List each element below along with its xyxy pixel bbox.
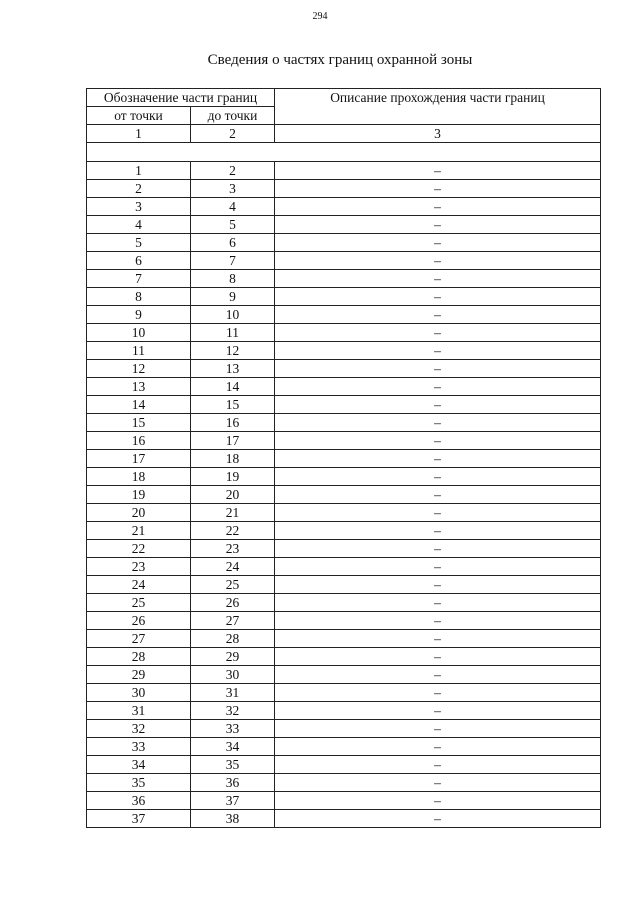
document-title: Сведения о частях границ охранной зоны [207, 52, 473, 68]
table-row [87, 810, 601, 828]
to-point-cell: 7 [191, 252, 275, 270]
from-point-cell: 23 [87, 558, 191, 576]
table-row [87, 432, 601, 450]
to-point-cell: 20 [191, 486, 275, 504]
description-cell: – [275, 234, 601, 252]
from-point-cell: 22 [87, 540, 191, 558]
table-row [87, 324, 601, 342]
table-row [87, 234, 601, 252]
from-point-cell: 27 [87, 630, 191, 648]
table-row [87, 486, 601, 504]
to-point-header: до точки [191, 107, 275, 125]
from-point-cell: 35 [87, 774, 191, 792]
to-point-cell: 10 [191, 306, 275, 324]
to-point-cell: 8 [191, 270, 275, 288]
from-point-cell: 32 [87, 720, 191, 738]
table-row [87, 270, 601, 288]
description-cell: – [275, 540, 601, 558]
description-cell: – [275, 288, 601, 306]
to-point-cell: 18 [191, 450, 275, 468]
to-point-cell: 13 [191, 360, 275, 378]
table-row [87, 774, 601, 792]
description-cell: – [275, 414, 601, 432]
table-row [87, 504, 601, 522]
description-cell: – [275, 198, 601, 216]
table-row [87, 576, 601, 594]
to-point-cell: 25 [191, 576, 275, 594]
description-cell: – [275, 306, 601, 324]
from-point-cell: 13 [87, 378, 191, 396]
description-header: Описание прохождения части границ [275, 89, 601, 125]
to-point-cell: 14 [191, 378, 275, 396]
to-point-cell: 29 [191, 648, 275, 666]
from-point-cell: 10 [87, 324, 191, 342]
table-row [87, 612, 601, 630]
table-row [87, 630, 601, 648]
description-cell: – [275, 666, 601, 684]
description-cell: – [275, 216, 601, 234]
table-row [87, 414, 601, 432]
table-row [87, 378, 601, 396]
table-row [87, 792, 601, 810]
table-row [87, 162, 601, 180]
from-point-cell: 14 [87, 396, 191, 414]
from-point-cell: 24 [87, 576, 191, 594]
description-cell: – [275, 180, 601, 198]
table-row [87, 738, 601, 756]
table-row [87, 468, 601, 486]
column-number: 1 [87, 125, 191, 143]
from-point-cell: 5 [87, 234, 191, 252]
to-point-cell: 9 [191, 288, 275, 306]
from-point-cell: 21 [87, 522, 191, 540]
table-header-row [87, 89, 601, 107]
table-row [87, 180, 601, 198]
to-point-cell: 32 [191, 702, 275, 720]
column-number: 3 [275, 125, 601, 143]
to-point-cell: 37 [191, 792, 275, 810]
to-point-cell: 26 [191, 594, 275, 612]
description-cell: – [275, 468, 601, 486]
from-point-cell: 11 [87, 342, 191, 360]
from-point-cell: 26 [87, 612, 191, 630]
to-point-cell: 36 [191, 774, 275, 792]
table-row [87, 198, 601, 216]
to-point-cell: 35 [191, 756, 275, 774]
to-point-cell: 3 [191, 180, 275, 198]
page-number: 294 [312, 11, 328, 22]
description-cell: – [275, 486, 601, 504]
table-row [87, 288, 601, 306]
description-cell: – [275, 360, 601, 378]
description-cell: – [275, 432, 601, 450]
description-cell: – [275, 558, 601, 576]
description-cell: – [275, 450, 601, 468]
from-point-cell: 28 [87, 648, 191, 666]
from-point-cell: 33 [87, 738, 191, 756]
table-row [87, 522, 601, 540]
to-point-cell: 22 [191, 522, 275, 540]
to-point-cell: 5 [191, 216, 275, 234]
from-point-cell: 20 [87, 504, 191, 522]
to-point-cell: 38 [191, 810, 275, 828]
from-point-cell: 4 [87, 216, 191, 234]
description-cell: – [275, 612, 601, 630]
description-cell: – [275, 738, 601, 756]
description-cell: – [275, 342, 601, 360]
description-cell: – [275, 270, 601, 288]
to-point-cell: 4 [191, 198, 275, 216]
description-cell: – [275, 162, 601, 180]
table-row [87, 540, 601, 558]
table-row [87, 756, 601, 774]
from-point-cell: 31 [87, 702, 191, 720]
to-point-cell: 17 [191, 432, 275, 450]
table-row [87, 702, 601, 720]
to-point-cell: 27 [191, 612, 275, 630]
from-point-cell: 9 [87, 306, 191, 324]
from-point-cell: 15 [87, 414, 191, 432]
description-cell: – [275, 810, 601, 828]
description-cell: – [275, 630, 601, 648]
description-cell: – [275, 576, 601, 594]
table-row [87, 666, 601, 684]
table-row [87, 252, 601, 270]
boundary-parts-table [86, 88, 601, 828]
from-point-cell: 16 [87, 432, 191, 450]
table-row [87, 450, 601, 468]
description-cell: – [275, 252, 601, 270]
from-point-cell: 36 [87, 792, 191, 810]
column-number-row [87, 125, 601, 143]
from-point-cell: 37 [87, 810, 191, 828]
from-point-cell: 6 [87, 252, 191, 270]
table-row [87, 360, 601, 378]
description-cell: – [275, 720, 601, 738]
designation-header: Обозначение части границ [87, 89, 275, 107]
from-point-cell: 19 [87, 486, 191, 504]
to-point-cell: 30 [191, 666, 275, 684]
description-cell: – [275, 774, 601, 792]
to-point-cell: 24 [191, 558, 275, 576]
column-number: 2 [191, 125, 275, 143]
from-point-cell: 12 [87, 360, 191, 378]
description-cell: – [275, 324, 601, 342]
table-row [87, 342, 601, 360]
from-point-header: от точки [87, 107, 191, 125]
table-row [87, 720, 601, 738]
empty-section-row [87, 143, 601, 162]
description-cell: – [275, 522, 601, 540]
table-row [87, 216, 601, 234]
from-point-cell: 1 [87, 162, 191, 180]
to-point-cell: 23 [191, 540, 275, 558]
description-cell: – [275, 756, 601, 774]
to-point-cell: 15 [191, 396, 275, 414]
description-cell: – [275, 684, 601, 702]
empty-cell [87, 143, 601, 162]
to-point-cell: 16 [191, 414, 275, 432]
table-row [87, 306, 601, 324]
table-row [87, 648, 601, 666]
description-cell: – [275, 396, 601, 414]
from-point-cell: 8 [87, 288, 191, 306]
to-point-cell: 19 [191, 468, 275, 486]
from-point-cell: 3 [87, 198, 191, 216]
to-point-cell: 11 [191, 324, 275, 342]
table-row [87, 594, 601, 612]
description-cell: – [275, 792, 601, 810]
description-cell: – [275, 702, 601, 720]
to-point-cell: 34 [191, 738, 275, 756]
from-point-cell: 7 [87, 270, 191, 288]
description-cell: – [275, 504, 601, 522]
from-point-cell: 30 [87, 684, 191, 702]
to-point-cell: 33 [191, 720, 275, 738]
description-cell: – [275, 378, 601, 396]
to-point-cell: 21 [191, 504, 275, 522]
from-point-cell: 29 [87, 666, 191, 684]
description-cell: – [275, 594, 601, 612]
table-row [87, 684, 601, 702]
to-point-cell: 31 [191, 684, 275, 702]
from-point-cell: 18 [87, 468, 191, 486]
from-point-cell: 25 [87, 594, 191, 612]
to-point-cell: 2 [191, 162, 275, 180]
description-cell: – [275, 648, 601, 666]
to-point-cell: 28 [191, 630, 275, 648]
to-point-cell: 12 [191, 342, 275, 360]
from-point-cell: 17 [87, 450, 191, 468]
from-point-cell: 34 [87, 756, 191, 774]
to-point-cell: 6 [191, 234, 275, 252]
table-row [87, 396, 601, 414]
from-point-cell: 2 [87, 180, 191, 198]
table-row [87, 558, 601, 576]
